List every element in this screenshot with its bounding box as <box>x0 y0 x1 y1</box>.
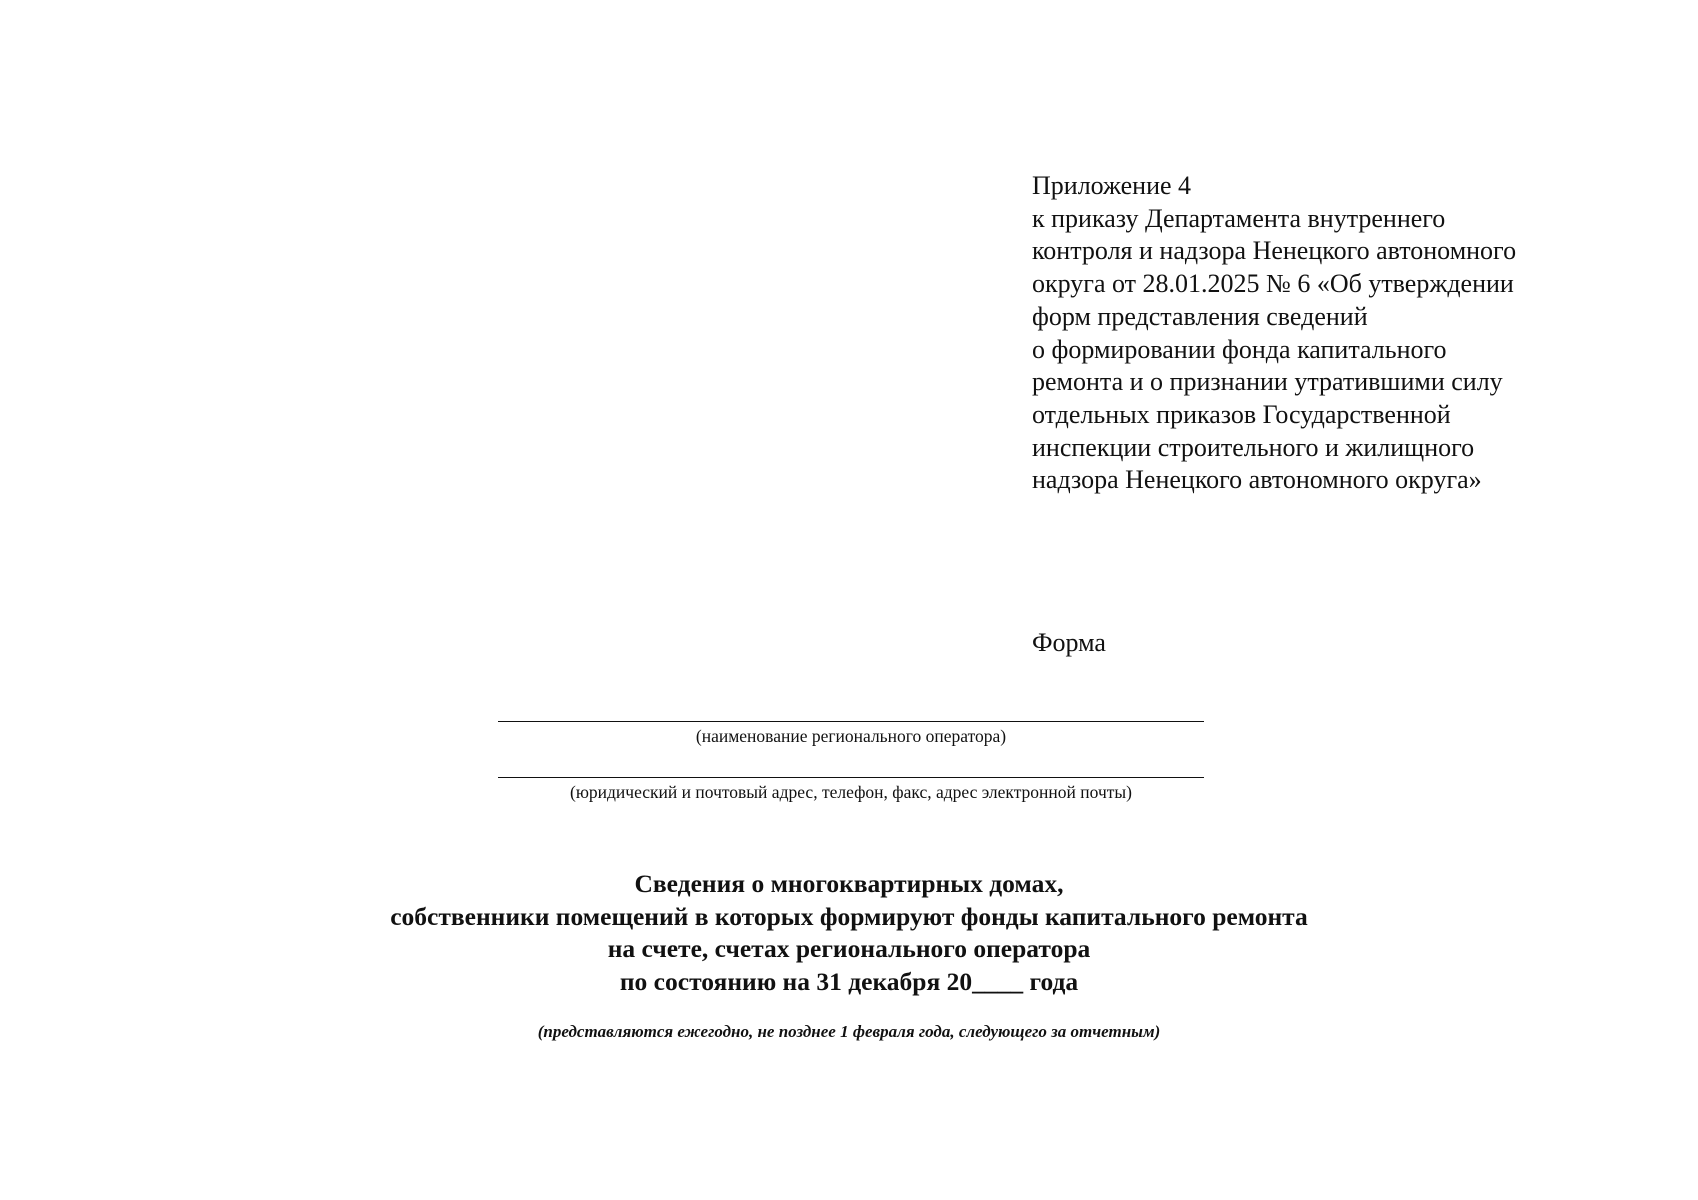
operator-name-caption: (наименование регионального оператора) <box>695 726 1007 746</box>
appendix-line: инспекции строительного и жилищного <box>1032 432 1475 462</box>
operator-name-field[interactable] <box>498 721 1204 747</box>
title-line: Сведения о многоквартирных домах, <box>634 869 1064 898</box>
operator-address-caption: (юридический и почтовый адрес, телефон, факс, адрес электронной почты) <box>570 782 1132 802</box>
appendix-line: Приложение 4 <box>1032 171 1192 200</box>
appendix-line: ремонта и о признании утратившими силу <box>1032 367 1503 397</box>
appendix-line: контроля и надзора Ненецкого автономного <box>1032 236 1517 266</box>
appendix-line: отдельных приказов Государственной <box>1032 399 1451 429</box>
appendix-line: форм представления сведений <box>1032 301 1368 331</box>
submission-note: (представляются ежегодно, не позднее 1 февраля года, следующего за отчетным) <box>537 1022 1161 1041</box>
appendix-reference <box>1032 170 1652 497</box>
appendix-line: округа от 28.01.2025 № 6 «Об утверждении <box>1032 269 1514 299</box>
title-line: по состоянию на 31 декабря 20____ года <box>619 966 1079 996</box>
appendix-line: надзора Ненецкого автономного округа» <box>1032 465 1482 495</box>
operator-address-field[interactable] <box>498 777 1204 803</box>
operator-address-line <box>498 777 1204 778</box>
document-title <box>200 868 1498 998</box>
appendix-line: о формировании фонда капитального <box>1032 334 1447 364</box>
title-line: собственники помещений в которых формируют фонды капитального ремонта <box>390 901 1308 931</box>
form-label: Форма <box>1032 628 1106 657</box>
title-line: на счете, счетах регионального оператора <box>607 934 1091 963</box>
appendix-line: к приказу Департамента внутреннего <box>1032 203 1446 233</box>
operator-name-line <box>498 721 1204 722</box>
